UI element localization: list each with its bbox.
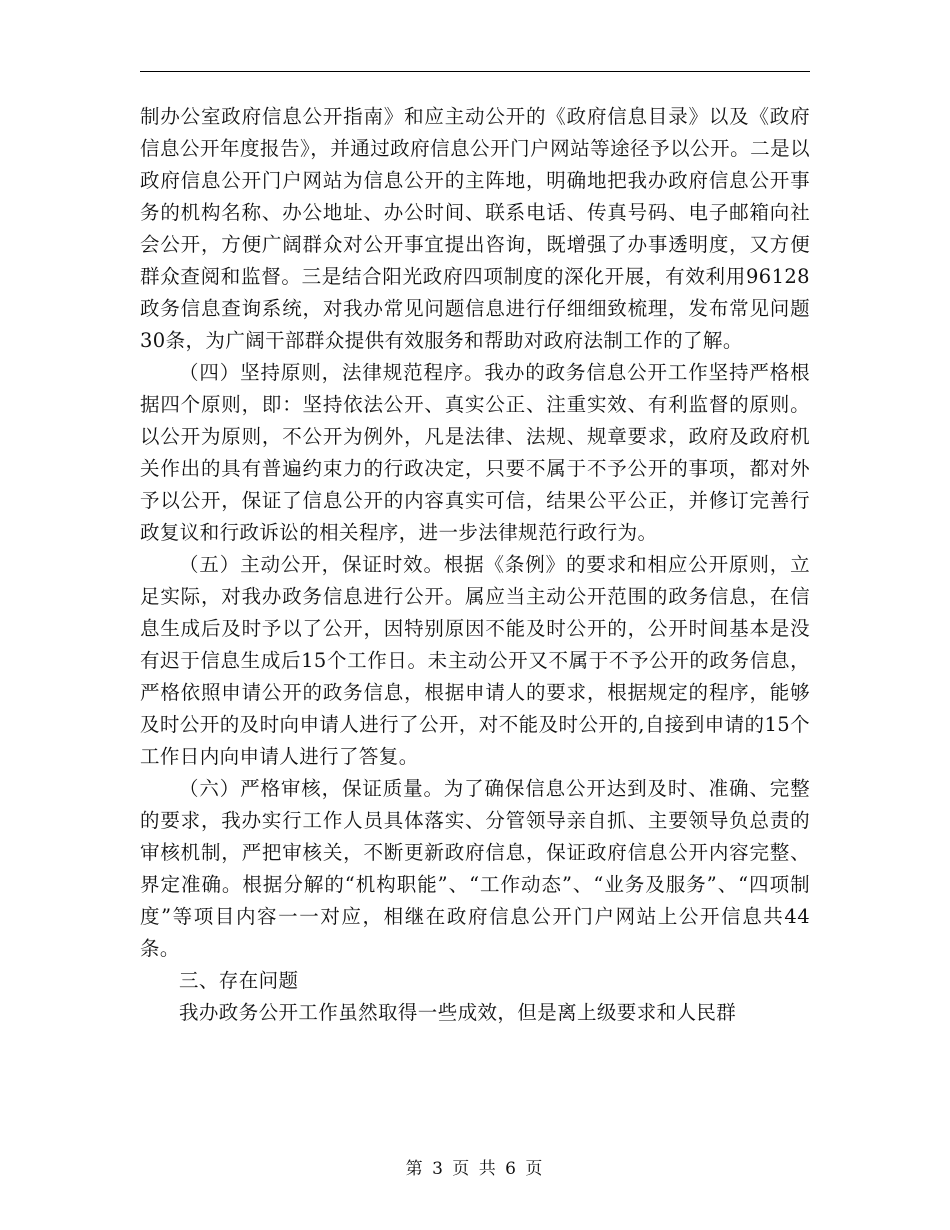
paragraph: （六）严格审核，保证质量。为了确保信息公开达到及时、准确、完整的要求，我办实行工作人员具体落实、分管领导亲自抓、主要领导负总责的审核机制，严把审核关，不断更新政府信息，保证政府信息公开内容完整、界定准确。根据分解的“机构职能”、“工作动态”、“业务及服务”、“四项制度”等项目内容一一对应，相继在政府信息公开门户网站上公开信息共44条。 [140,777,810,960]
header-rule [140,71,810,72]
paragraph: （五）主动公开，保证时效。根据《条例》的要求和相应公开原则，立足实际，对我办政务信息进行公开。属应当主动公开范围的政务信息，在信息生成后及时予以了公开，因特别原因不能及时公开的，公开时间基本是没有迟于信息生成后15个工作日。未主动公开又不属于不予公开的政务信息，严格依照申请公开的政务信息，根据申请人的要求，根据规定的程序，能够及时公开的及时向申请人进行了公开，对不能及时公开的,自接到申请的15个工作日内向申请人进行了答复。 [140,553,810,768]
paragraph: 制办公室政府信息公开指南》和应主动公开的《政府信息目录》以及《政府信息公开年度报告》，并通过政府信息公开门户网站等途径予以公开。二是以政府信息公开门户网站为信息公开的主阵地，明确地把我办政府信息公开事务的机构名称、办公地址、办公时间、联系电话、传真号码、电子邮箱向社会公开，方便广阔群众对公开事宜提出咨询，既增强了办事透明度，又方便群众查阅和监督。三是结合阳光政府四项制度的深化开展，有效利用96128政务信息查询系统，对我办常见问题信息进行仔细细致梳理，发布常见问题30条，为广阔干部群众提供有效服务和帮助对政府法制工作的了解。 [140,105,810,352]
page-footer: 第 3 页 共 6 页 [405,1159,545,1179]
document-body [140,101,810,1029]
paragraph: 我办政务公开工作虽然取得一些成效，但是离上级要求和人民群 [179,1001,737,1024]
paragraph: （四）坚持原则，法律规范程序。我办的政务信息公开工作坚持严格根据四个原则，即：坚持依法公开、真实公正、注重实效、有利监督的原则。以公开为原则，不公开为例外，凡是法律、法规、规章要求，政府及政府机关作出的具有普遍约束力的行政决定，只要不属于不予公开的事项，都对外予以公开，保证了信息公开的内容真实可信，结果公平公正，并修订完善行政复议和行政诉讼的相关程序，进一步法律规范行政行为。 [140,361,810,544]
section-heading: 三、存在问题 [179,969,299,992]
